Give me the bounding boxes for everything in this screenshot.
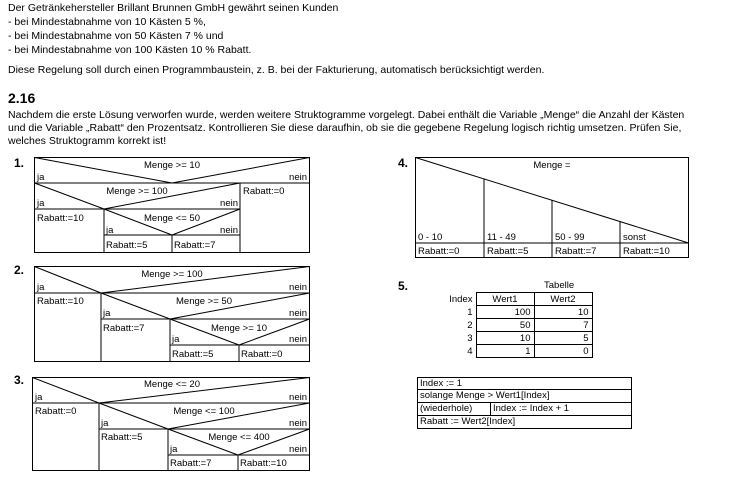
d3-cond-3: Menge <= 400	[208, 432, 270, 443]
struct-loop-increment: Index := Index + 1	[490, 402, 631, 415]
d3-cond-1-nein: nein	[289, 392, 307, 403]
d2-cond-3: Menge >= 10	[211, 323, 267, 334]
struct-loop-label: (wiederhole)	[420, 403, 473, 414]
d1-cond-1-nein: nein	[289, 172, 307, 183]
d1-cond-2-nein: nein	[220, 198, 238, 209]
struct-init: Index := 1	[417, 377, 632, 390]
d3-rabatt-0: Rabatt:=0	[35, 406, 77, 417]
d1-cond-3: Menge <= 50	[144, 213, 200, 224]
table-row	[446, 319, 592, 332]
cell-wert2: 0	[534, 345, 592, 358]
cell-wert2: 10	[534, 306, 592, 319]
col-wert2-header: Wert2	[534, 293, 592, 306]
intro-line-3: - bei Mindestabnahme von 50 Kästen 7 % und	[8, 30, 224, 42]
d3-rabatt-5: Rabatt:=5	[101, 432, 143, 443]
col-wert1-header: Wert1	[476, 293, 534, 306]
d2-cond-2: Menge >= 50	[176, 296, 232, 307]
cell-index: 1	[467, 306, 473, 318]
d3-cond-3-ja: ja	[170, 444, 178, 455]
d3-rabatt-10: Rabatt:=10	[240, 458, 287, 469]
d1-cond-3-ja: ja	[106, 225, 114, 236]
d2-cond-3-nein: nein	[289, 334, 307, 345]
d2-cond-1-ja: ja	[37, 282, 45, 293]
table-row	[446, 332, 592, 345]
d4-action-2: Rabatt:=5	[487, 246, 529, 257]
d4-case-4: sonst	[623, 232, 646, 243]
d4-case-3: 50 - 99	[555, 232, 585, 243]
d2-rabatt-0: Rabatt:=0	[241, 349, 283, 360]
d1-cond-2-ja: ja	[37, 198, 45, 209]
table-row	[446, 345, 592, 358]
table-row	[446, 306, 592, 319]
d4-action-1: Rabatt:=0	[418, 246, 460, 257]
d2-cond-1-nein: nein	[289, 282, 307, 293]
d3-cond-3-nein: nein	[289, 444, 307, 455]
d3-cond-2-nein: nein	[289, 418, 307, 429]
diagram-4	[415, 157, 689, 259]
intro-line-4: - bei Mindestabnahme von 100 Kästen 10 % Rabatt.	[8, 44, 252, 56]
cell-wert2: 7	[534, 319, 592, 332]
cell-wert1: 100	[476, 306, 534, 319]
d2-cond-2-ja: ja	[103, 308, 111, 319]
d1-rabatt-0: Rabatt:=0	[243, 186, 285, 197]
col-index-header: Index	[449, 293, 473, 305]
intro-line-5: Diese Regelung soll durch einen Programmbaustein, z. B. bei der Fakturierung, automatisch berücksichtigt werden.	[8, 64, 545, 76]
d1-cond-1: Menge >= 10	[144, 160, 200, 171]
diagram-5-struktogramm	[417, 377, 632, 429]
section-para-3: welches Struktogramm korrekt ist!	[8, 135, 167, 147]
d3-rabatt-7: Rabatt:=7	[170, 458, 212, 469]
d2-rabatt-7: Rabatt:=7	[103, 323, 145, 334]
cell-wert1: 1	[476, 345, 534, 358]
d3-cond-2: Menge <= 100	[173, 406, 235, 417]
intro-line-2: - bei Mindestabnahme von 10 Kästen 5 %,	[8, 16, 206, 28]
diagram-2	[34, 266, 310, 363]
d1-cond-1-ja: ja	[37, 172, 45, 183]
diagram-1-number: 1.	[14, 156, 25, 170]
d4-case-1: 0 - 10	[418, 232, 443, 243]
d4-case-2: 11 - 49	[487, 232, 516, 243]
d2-rabatt-10: Rabatt:=10	[37, 296, 84, 307]
diagram-5-number: 5.	[398, 279, 409, 293]
cell-index: 2	[467, 319, 473, 331]
diagram-4-number: 4.	[398, 156, 409, 170]
cell-index: 3	[467, 332, 473, 344]
d4-action-4: Rabatt:=10	[623, 246, 670, 257]
d1-rabatt-5: Rabatt:=5	[106, 240, 148, 251]
diagram-3	[32, 377, 310, 472]
struct-assign: Rabatt := Wert2[Index]	[417, 416, 632, 429]
table-header-row	[446, 293, 592, 306]
cell-wert1: 50	[476, 319, 534, 332]
section-number: 2.16	[8, 90, 36, 106]
d3-cond-2-ja: ja	[101, 418, 109, 429]
d4-action-3: Rabatt:=7	[555, 246, 597, 257]
cell-wert2: 5	[534, 332, 592, 345]
intro-line-1: Der Getränkehersteller Brillant Brunnen GmbH gewährt seinen Kunden	[8, 2, 339, 14]
struct-loop-head: solange Menge > Wert1[Index]	[417, 390, 632, 403]
table-title: Tabelle	[544, 280, 575, 291]
d2-rabatt-5: Rabatt:=5	[172, 349, 214, 360]
d1-cond-3-nein: nein	[220, 225, 238, 236]
cell-wert1: 10	[476, 332, 534, 345]
d3-cond-1-ja: ja	[35, 392, 43, 403]
d1-cond-2: Menge >= 100	[106, 186, 168, 197]
section-para-2: und die Variable „Rabatt“ den Prozentsatz. Kontrollieren Sie diese daraufhin, ob sie die gegebene Regelung logisch richtig umsetzen. Prüfen Sie,	[8, 122, 682, 134]
cell-index: 4	[467, 345, 473, 357]
value-table	[446, 292, 593, 358]
section-para-1: Nachdem die erste Lösung verworfen wurde, werden weitere Struktogramme vorgelegt. Dabei enthält die Variable „Menge“ die Anzahl der Kästen	[8, 109, 685, 121]
d2-cond-2-nein: nein	[289, 308, 307, 319]
diagram-3-number: 3.	[14, 373, 25, 387]
d2-cond-1: Menge >= 100	[141, 269, 203, 280]
d3-cond-1: Menge <= 20	[144, 379, 200, 390]
diagram-1	[34, 157, 310, 254]
d2-cond-3-ja: ja	[172, 334, 180, 345]
diagram-2-number: 2.	[14, 263, 25, 277]
d1-rabatt-10: Rabatt:=10	[37, 213, 84, 224]
struct-loop-body	[417, 403, 632, 416]
d1-rabatt-7: Rabatt:=7	[174, 240, 216, 251]
d4-head: Menge =	[533, 160, 571, 171]
